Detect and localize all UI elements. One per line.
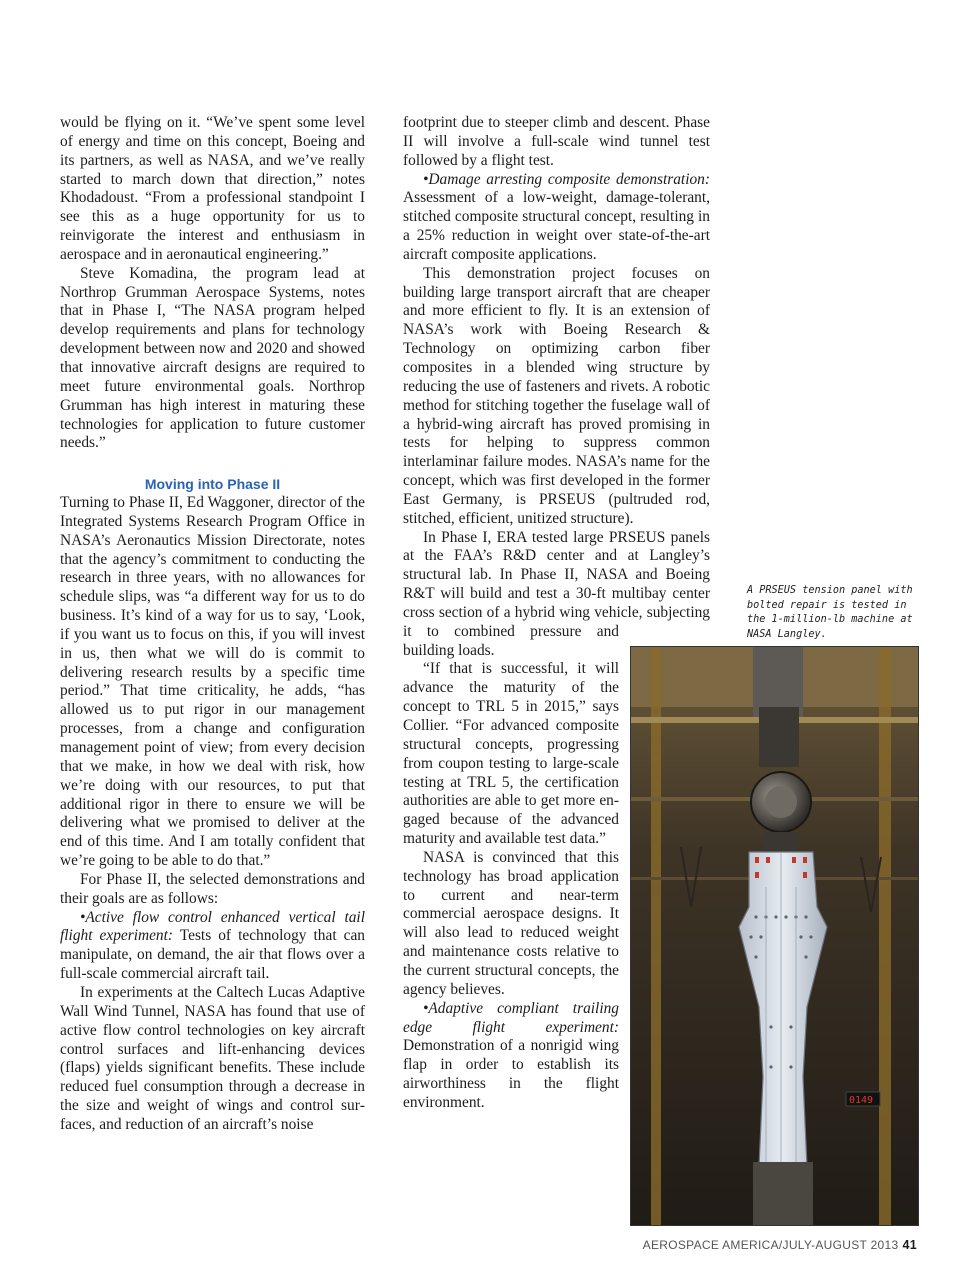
- page-number: 41: [902, 1238, 917, 1252]
- test-rig-illustration: [631, 647, 918, 1225]
- paragraph: For Phase II, the selected demonstrations and their goals are as follows:: [60, 870, 365, 907]
- digital-readout: 0149: [849, 1095, 874, 1106]
- paragraph: This demonstration project focuses on building large transport aircraft that are cheaper and more efficient to fly. It is an extension of NASA’s work with Boeing Research & Technology on optimizing carbon fiber composites in a blended wing structure by reducing the use of fasteners and rivets. A robotic method for stitching together the fuselage wall of a hybrid-wing aircraft has proved promising in tests for helping to suppress common interlaminar failure modes. NASA’s name for the concept, which was first developed in the former East Germany, is PRSEUS (pultruded rod, stitched, efficient, unitized structure).: [403, 264, 710, 527]
- paragraph: NASA is convinced that this technology has broad application to current and near-term commercial aerospace designs. It will also lead to reduced weight and maintenance costs relative to the current structural concepts, the agency believes.: [403, 848, 619, 998]
- prseus-test-photo: [630, 646, 919, 1226]
- bullet-text: Tests of technology that can manipulate, on demand, the air that flows over a full-scale commercial aircraft tail.: [60, 927, 365, 983]
- page-footer: [630, 1238, 917, 1252]
- paragraph: “If that is successful, it will advance the maturity of the concept to TRL 5 in 2015,” says Collier. “For advanced composite structural concepts, progressing from coupon testing to large-scale testing at TRL 5, the certification authorities are able to get more engaged because of the advanced maturity and available test data.”: [403, 660, 619, 848]
- paragraph: would be flying on it. “We’ve spent some level of energy and time on this concept, Boeing and its partners, as well as NASA, and we’ve really started to march down that direction,” notes Khodadoust. “From a professional standpoint I see this as a huge opportunity for us to reinvigorate the interest and enthusiasm in aerospace and in aeronautical engineering.”: [60, 114, 365, 263]
- bullet-paragraph: [60, 909, 365, 984]
- paragraph: Turning to Phase II, Ed Waggoner, director of the Integrated Systems Research Program Office in NASA’s Aeronautics Mission Directorate, notes that the agency’s commitment to conducting the research in three years, with no allowances for schedule slips, was “a different way for us to do business. It’s kind of a way for us to say, ‘Look, if you want us to focus on this, if you will invest in us, then what we will do is commit to delivering research results by a specific time period.” That time criticality, he adds, “has allowed us to put rigor in our management processes, from a change and configuration management point of view; from every decision that we make, in how we deal with risk, how we’re doing with our resources, to put that additional rigor in there to ensure we will be delivering what we promised to deliver at the end of this time. And I am totally confident that we’re going to be able to do that.”: [60, 494, 365, 870]
- bullet-text: Assessment of a low-weight, damage-tolerant, stitched composite structural concept, resulting in a 25% reduction in weight over state-of-the-art aircraft composite applications.: [403, 189, 710, 263]
- text-column-left: [60, 114, 365, 1135]
- paragraph-text: In Phase I, ERA tested large PRSEUS panels at the FAA’s R&D center and at Langley’s structural lab. In Phase II, NASA and Boeing R&T will build and test a 30-ft multibay center cross section of a hybrid wing vehicle, subjecting it to combined pressure and building loads.: [403, 528, 710, 659]
- magazine-name: AEROSPACE AMERICA/JULY-AUGUST 2013: [642, 1238, 899, 1252]
- paragraph: Steve Komadina, the program lead at Northrop Grumman Aerospace Systems, notes that in Phase I, “The NASA program helped develop requirements and plans for technology development between now and 2020 and showed that innovative aircraft designs are required to meet future environmental goals. Northrop Grumman has high interest in maturing these technologies for application to future customer needs.”: [60, 264, 365, 452]
- section-heading: Moving into Phase II: [144, 476, 281, 493]
- bullet-title: •Active flow control enhanced vertical tail flight experiment:: [60, 908, 365, 945]
- paragraph: In experiments at the Caltech Lucas Adaptive Wall Wind Tunnel, NASA has found that use of active flow control technologies on key aircraft control surfaces and lift-enhancing devices (flaps) yields significant benefits. These include reduced fuel consumption through a decrease in the size and weight of wings and control surfaces, and reduction of an aircraft’s noise: [60, 983, 365, 1133]
- bullet-text: Demonstration of a nonrigid wing flap in order to establish its airworthiness in the flight environment.: [403, 1037, 619, 1111]
- paragraph: footprint due to steeper climb and descent. Phase II will involve a full-scale wind tunnel test followed by a flight test.: [403, 114, 710, 169]
- bullet-title: •Adaptive compliant trailing edge flight experiment:: [403, 999, 619, 1036]
- bullet-title: •Damage arresting composite demonstration:: [423, 170, 710, 188]
- bullet-paragraph: [403, 171, 710, 265]
- photo-caption: A PRSEUS tension panel with bolted repair is tested in the 1-million-lb machine at NASA Langley.: [747, 585, 913, 640]
